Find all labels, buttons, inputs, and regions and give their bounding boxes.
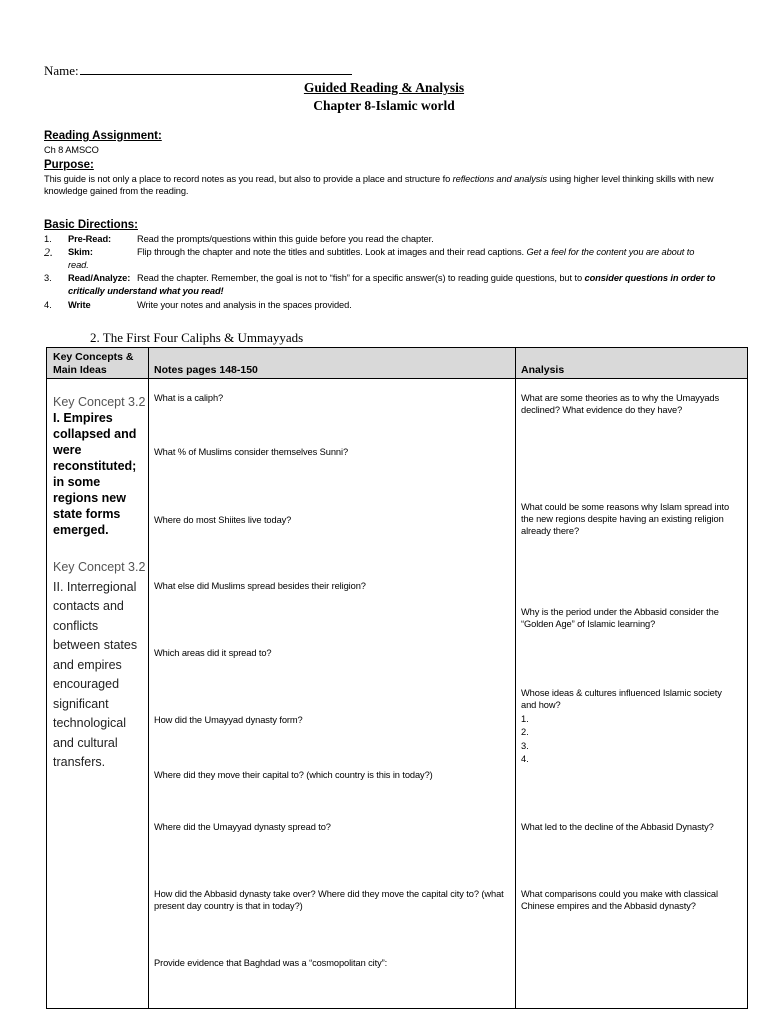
key-concept-2 bbox=[53, 558, 147, 773]
direction-number: 2. bbox=[44, 245, 53, 259]
name-blank-line[interactable] bbox=[80, 62, 352, 75]
direction-number: 1. bbox=[44, 234, 52, 244]
notes-question: Where did they move their capital to? (which country is this in today?) bbox=[154, 770, 433, 780]
direction-text-emphasis: consider questions in order to bbox=[584, 273, 716, 283]
direction-text-part: Read the chapter. Remember, the goal is not to “fish” for a specific answer(s) to reading guide questions, but to bbox=[137, 273, 585, 283]
notes-question: How did the Abbasid dynasty take over? Where did they move the capital city to? (what present day country is that in today?) bbox=[154, 889, 504, 911]
numbered-line: 1. bbox=[521, 714, 529, 724]
name-field[interactable] bbox=[44, 62, 352, 79]
page-subtitle: Chapter 8-Islamic world bbox=[313, 98, 455, 113]
column-header-notes: Notes pages 148-150 bbox=[154, 364, 258, 376]
purpose-text-part2: using higher level thinking skills with new knowledge gained from the reading. bbox=[44, 174, 714, 196]
direction-term: Write bbox=[68, 300, 91, 310]
notes-table bbox=[46, 347, 748, 1009]
reading-assignment-heading: Reading Assignment: bbox=[44, 130, 162, 142]
direction-term: Pre-Read: bbox=[68, 234, 112, 244]
purpose-heading: Purpose: bbox=[44, 159, 94, 171]
key-concept-text: I. Empires collapsed and were reconstituted; in some regions new state forms emerged. bbox=[53, 411, 137, 537]
purpose-text bbox=[44, 173, 724, 197]
notes-question: What is a caliph? bbox=[154, 393, 224, 403]
reading-assignment-text: Ch 8 AMSCO bbox=[44, 145, 99, 155]
direction-text-part: Flip through the chapter and note the titles and subtitles. Look at images and their read captions. bbox=[137, 247, 527, 257]
directions-heading: Basic Directions: bbox=[44, 219, 138, 231]
notes-question: Where did the Umayyad dynasty spread to? bbox=[154, 822, 331, 832]
purpose-text-part1: This guide is not only a place to record notes as you read, but also to provide a place and structure fo bbox=[44, 174, 453, 184]
direction-term: Skim: bbox=[68, 247, 93, 257]
table-header-row bbox=[47, 348, 747, 379]
notes-question: Where do most Shiites live today? bbox=[154, 515, 292, 525]
key-concept-1 bbox=[53, 394, 147, 538]
direction-number: 4. bbox=[44, 300, 52, 310]
section-title: 2. The First Four Caliphs & Ummayyads bbox=[90, 330, 304, 345]
notes-question: How did the Umayyad dynasty form? bbox=[154, 715, 303, 725]
analysis-question: Why is the period under the Abbasid consider the “Golden Age” of Islamic learning? bbox=[521, 607, 719, 629]
notes-question: Provide evidence that Baghdad was a “cosmopolitan city”: bbox=[154, 958, 388, 968]
direction-number: 3. bbox=[44, 273, 52, 283]
numbered-line: 3. bbox=[521, 741, 529, 751]
analysis-question: What comparisons could you make with classical Chinese empires and the Abbasid dynasty? bbox=[521, 889, 718, 911]
direction-text: Read the prompts/questions within this guide before you read the chapter. bbox=[137, 234, 434, 244]
numbered-line: 2. bbox=[521, 727, 529, 737]
numbered-line: 4. bbox=[521, 754, 529, 764]
direction-text: Write your notes and analysis in the spaces provided. bbox=[137, 300, 352, 310]
key-concept-label: Key Concept 3.2 bbox=[53, 560, 146, 574]
key-concept-text: II. Interregional contacts and conflicts between states and empires encouraged significant technological and cultural transfers. bbox=[53, 579, 138, 769]
direction-text bbox=[137, 272, 737, 284]
notes-question: What % of Muslims consider themselves Sunni? bbox=[154, 447, 349, 457]
column-header-analysis: Analysis bbox=[521, 364, 565, 376]
key-concept-label: Key Concept 3.2 bbox=[53, 395, 146, 409]
direction-text-continued: critically understand what you read! bbox=[68, 286, 224, 296]
direction-text bbox=[137, 246, 737, 258]
direction-text-emphasis: Get a feel for the content you are about to bbox=[526, 247, 695, 257]
purpose-text-emphasis: reflections and analysis bbox=[452, 174, 547, 184]
analysis-question: What led to the decline of the Abbasid Dynasty? bbox=[521, 822, 714, 832]
column-divider bbox=[515, 348, 516, 1008]
column-header-key-concepts: Key Concepts & Main Ideas bbox=[53, 351, 134, 376]
direction-text-continued: read. bbox=[68, 260, 89, 270]
notes-question: Which areas did it spread to? bbox=[154, 648, 272, 658]
analysis-question: What could be some reasons why Islam spread into the new regions despite having an existing religion already there? bbox=[521, 502, 730, 536]
name-label: Name: bbox=[44, 63, 79, 78]
analysis-question: Whose ideas & cultures influenced Islamic society and how? bbox=[521, 688, 722, 710]
page-title: Guided Reading & Analysis bbox=[303, 80, 465, 95]
column-divider bbox=[148, 348, 149, 1008]
notes-question: What else did Muslims spread besides their religion? bbox=[154, 581, 366, 591]
direction-term: Read/Analyze: bbox=[68, 273, 131, 283]
analysis-question: What are some theories as to why the Umayyads declined? What evidence do they have? bbox=[521, 393, 720, 415]
